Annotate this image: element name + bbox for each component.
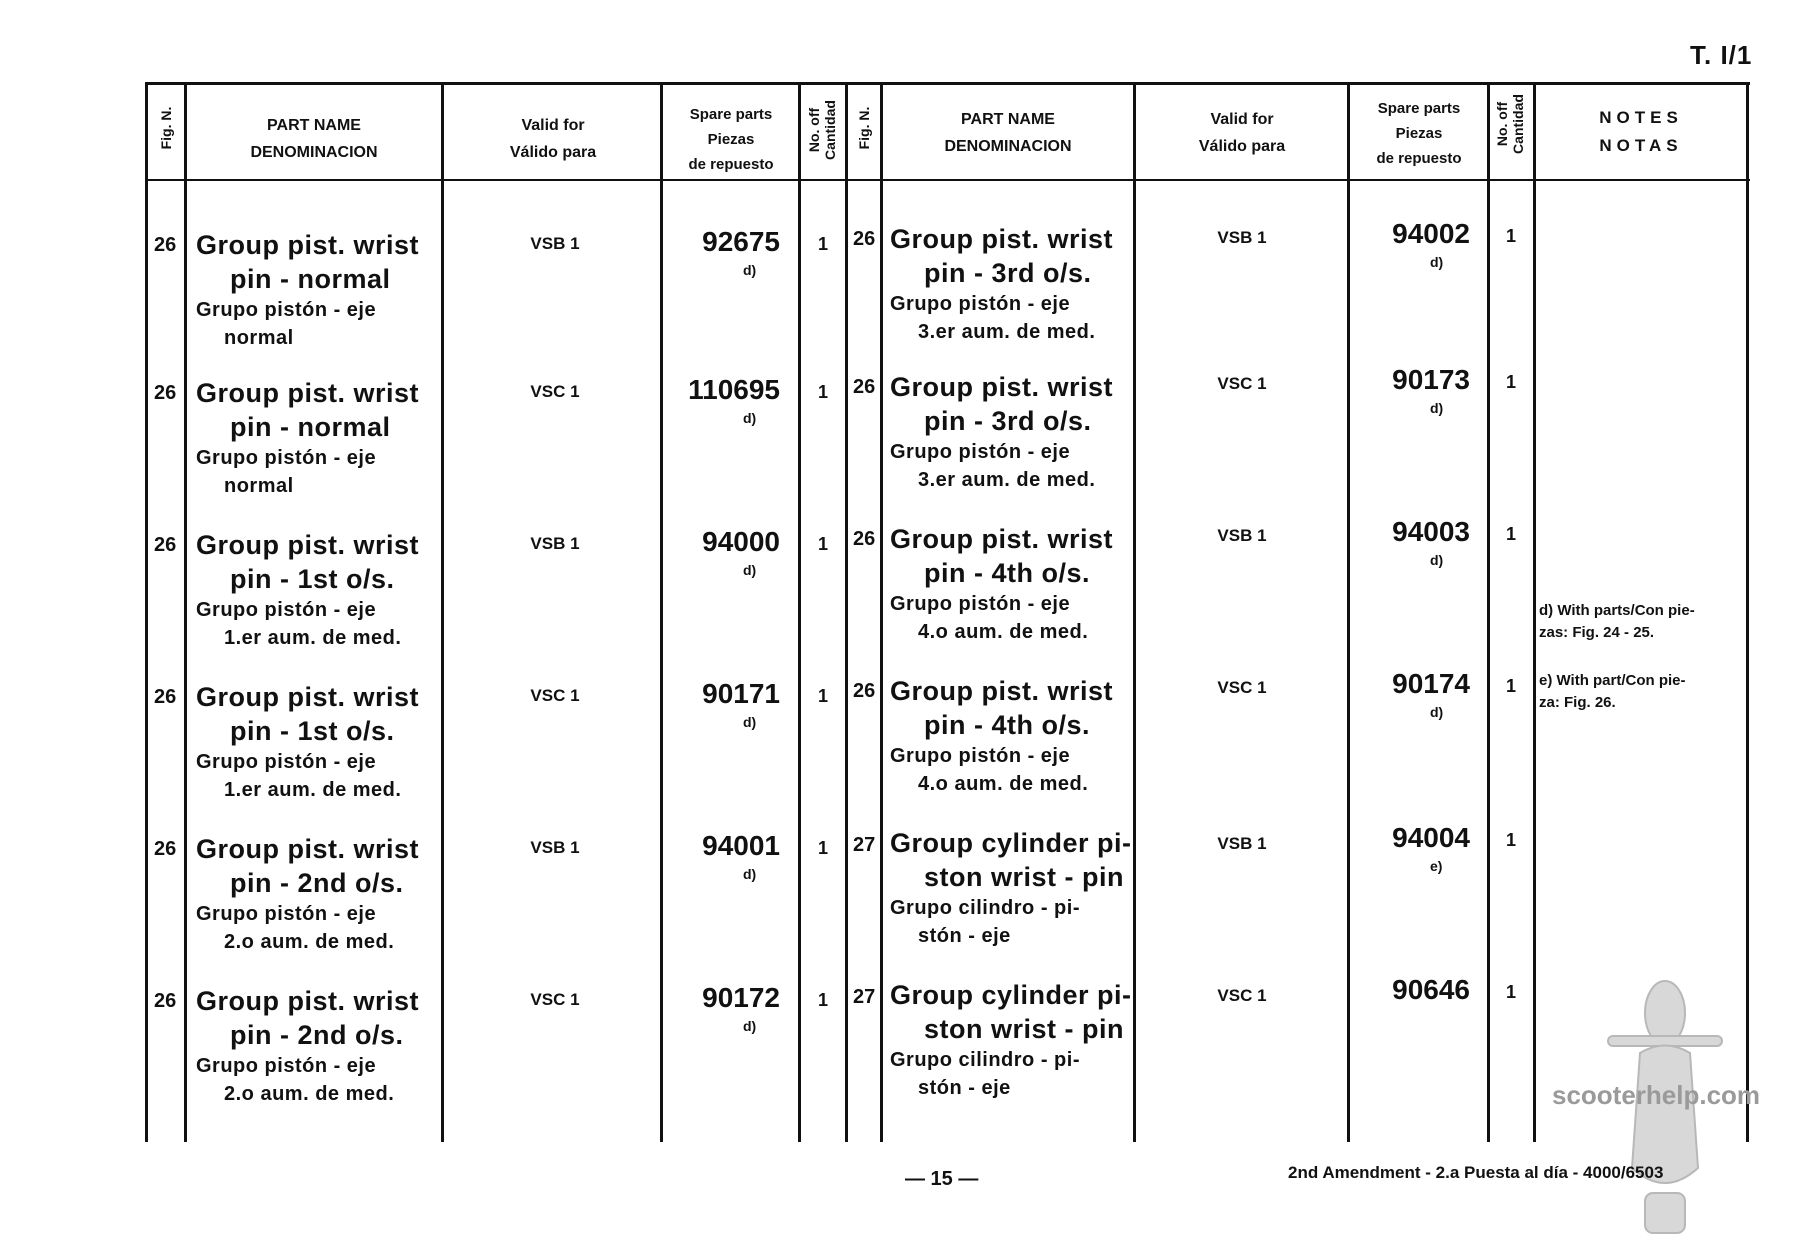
part-name-en-line2: pin - 4th o/s. (924, 710, 1090, 740)
fig-number: 26 (154, 382, 177, 404)
part-number: 90173 (1392, 364, 1470, 395)
part-name-es (890, 1046, 1080, 1102)
part-name-en-line1: Group pist. wrist (196, 986, 420, 1016)
part-name-en-line2: pin - normal (230, 412, 391, 442)
header-valid-en: Valid for (521, 117, 585, 134)
part-name-es (196, 444, 376, 500)
valid-for: VSC 1 (1217, 678, 1267, 697)
note-ref: d) (1430, 400, 1444, 416)
valid-for: VSC 1 (1217, 986, 1267, 1005)
fig-number: 27 (853, 834, 876, 856)
header-qty-2: Cantidad (1510, 94, 1526, 154)
part-name-es-line1: Grupo pistón - eje (196, 299, 377, 321)
header-part-name-en: PART NAME (961, 111, 1055, 128)
fig-number: 26 (154, 686, 177, 708)
header-notes-es: NOTAS (1599, 136, 1683, 155)
part-name-es (890, 590, 1088, 646)
header-qty-1: No. off (806, 107, 822, 153)
header-spare-2: Piezas (707, 131, 755, 148)
part-name-es-line1: Grupo cilindro - pi- (890, 1049, 1080, 1071)
part-name-en-line2: pin - 3rd o/s. (924, 258, 1092, 288)
quantity: 1 (818, 990, 829, 1010)
note-ref: e) (1430, 858, 1443, 874)
header-spare-1: Spare parts (1377, 100, 1461, 117)
valid-for: VSB 1 (530, 534, 580, 553)
part-name-en-line2: pin - 3rd o/s. (924, 406, 1092, 436)
note-d (1539, 600, 1749, 644)
col-line (845, 82, 848, 1142)
part-name-es-line1: Grupo cilindro - pi- (890, 897, 1080, 919)
part-name-en-line1: Group pist. wrist (196, 378, 420, 408)
header-spare-3: de repuesto (1376, 150, 1462, 167)
header-valid-es: Válido para (509, 144, 597, 161)
header-valid-right (1138, 106, 1346, 160)
part-number: 94002 (1392, 218, 1470, 249)
note-ref: d) (743, 866, 757, 882)
page-number: — 15 — (905, 1168, 979, 1190)
valid-for: VSC 1 (1217, 374, 1267, 393)
watermark-text: scooterhelp.com (1552, 1080, 1761, 1110)
part-number: 94000 (702, 526, 780, 557)
part-name-en (890, 522, 1113, 590)
col-line (441, 82, 444, 1142)
header-qty-2: Cantidad (822, 100, 838, 160)
part-name-en (196, 680, 419, 748)
header-qty-1: No. off (1494, 101, 1510, 147)
fig-number: 26 (154, 234, 177, 256)
part-name-es-line2: stón - eje (918, 925, 1011, 947)
header-spare (664, 102, 798, 177)
note-ref: d) (743, 262, 757, 278)
part-name-es-line2: 1.er aum. de med. (224, 779, 402, 801)
part-name-en-line2: ston wrist - pin (924, 1014, 1124, 1044)
quantity: 1 (818, 686, 829, 706)
part-name-es-line1: Grupo pistón - eje (196, 1055, 377, 1077)
part-number: 90646 (1392, 974, 1470, 1005)
part-name-en (196, 528, 419, 596)
part-name-es (890, 438, 1095, 494)
note-ref: d) (743, 714, 757, 730)
part-name-en (196, 376, 419, 444)
header-notes (1538, 104, 1744, 160)
part-number: 92675 (702, 226, 780, 257)
fig-number: 26 (853, 376, 876, 398)
part-name-es-line1: Grupo pistón - eje (196, 447, 377, 469)
header-spare-3: de repuesto (688, 156, 774, 173)
part-name-en-line1: Group pist. wrist (196, 230, 420, 260)
part-name-en-line2: ston wrist - pin (924, 862, 1124, 892)
col-line (145, 82, 148, 1142)
col-line (184, 82, 187, 1142)
quantity: 1 (1506, 524, 1517, 544)
part-name-en-line2: pin - 4th o/s. (924, 558, 1090, 588)
part-name-es-line1: Grupo pistón - eje (196, 903, 377, 925)
note-ref: d) (1430, 254, 1444, 270)
part-name-es (196, 748, 401, 804)
header-spare-2: Piezas (1395, 125, 1443, 142)
sheet-label: T. I/1 (1690, 40, 1753, 70)
quantity: 1 (818, 534, 829, 554)
note-ref: d) (1430, 704, 1444, 720)
part-name-en-line2: pin - normal (230, 264, 391, 294)
note-ref: d) (743, 562, 757, 578)
part-name-es-line1: Grupo pistón - eje (890, 745, 1071, 767)
part-name-es-line2: 4.o aum. de med. (918, 773, 1089, 795)
part-name-es-line2: 2.o aum. de med. (224, 1083, 395, 1105)
part-name-es-line2: 1.er aum. de med. (224, 627, 402, 649)
quantity: 1 (1506, 830, 1517, 850)
valid-for: VSB 1 (530, 838, 580, 857)
part-name-es-line1: Grupo pistón - eje (196, 599, 377, 621)
note-d-line2: zas: Fig. 24 - 25. (1539, 624, 1655, 641)
part-name-en-line2: pin - 2nd o/s. (230, 1020, 404, 1050)
col-line (1133, 82, 1136, 1142)
header-valid-es: Válido para (1198, 138, 1286, 155)
header-part-name-right (886, 106, 1130, 160)
part-number: 94004 (1392, 822, 1470, 853)
part-name-es-line2: normal (224, 327, 294, 349)
part-name-es-line1: Grupo pistón - eje (196, 751, 377, 773)
amendment-note: 2nd Amendment - 2.a Puesta al día - 4000/6503 (1288, 1163, 1664, 1182)
note-e (1539, 670, 1749, 714)
valid-for: VSB 1 (1217, 834, 1267, 853)
col-line (1487, 82, 1490, 1142)
part-name-es (196, 1052, 394, 1108)
header-spare-right (1352, 96, 1486, 171)
part-name-en (196, 832, 419, 900)
fig-number: 26 (154, 990, 177, 1012)
valid-for: VSB 1 (1217, 228, 1267, 247)
part-name-en-line1: Group pist. wrist (890, 676, 1114, 706)
valid-for: VSB 1 (1217, 526, 1267, 545)
valid-for: VSC 1 (530, 990, 580, 1009)
header-fig-right: Fig. N. (856, 106, 872, 150)
quantity: 1 (1506, 226, 1517, 246)
part-name-en-line2: pin - 2nd o/s. (230, 868, 404, 898)
header-notes-en: NOTES (1599, 108, 1683, 127)
note-d-line1: d) With parts/Con pie- (1539, 602, 1695, 619)
header-fig: Fig. N. (158, 106, 174, 150)
part-name-es (196, 900, 394, 956)
header-part-name-es: DENOMINACION (944, 138, 1072, 155)
part-name-en-line1: Group cylinder pi- (890, 980, 1132, 1010)
part-name-es (196, 296, 376, 352)
part-name-en-line2: pin - 1st o/s. (230, 716, 395, 746)
header-valid-en: Valid for (1210, 111, 1274, 128)
part-name-es (196, 596, 401, 652)
valid-for: VSC 1 (530, 686, 580, 705)
part-name-es-line2: 2.o aum. de med. (224, 931, 395, 953)
quantity: 1 (1506, 676, 1517, 696)
part-name-es-line1: Grupo pistón - eje (890, 293, 1071, 315)
note-ref: d) (743, 410, 757, 426)
note-ref: d) (1430, 552, 1444, 568)
header-bottom-rule (145, 179, 1750, 181)
header-part-name (190, 112, 438, 166)
fig-number: 26 (154, 838, 177, 860)
fig-number: 27 (853, 986, 876, 1008)
note-e-line1: e) With part/Con pie- (1539, 672, 1686, 689)
part-name-es-line2: normal (224, 475, 294, 497)
part-name-en-line1: Group pist. wrist (196, 834, 420, 864)
valid-for: VSB 1 (530, 234, 580, 253)
fig-number: 26 (853, 680, 876, 702)
note-e-line2: za: Fig. 26. (1539, 694, 1616, 711)
part-name-en-line1: Group pist. wrist (196, 682, 420, 712)
part-number: 90174 (1392, 668, 1470, 699)
part-name-en (890, 674, 1113, 742)
part-name-es-line2: 4.o aum. de med. (918, 621, 1089, 643)
col-line (880, 82, 883, 1142)
part-name-es (890, 290, 1095, 346)
quantity: 1 (1506, 982, 1517, 1002)
part-name-es-line2: 3.er aum. de med. (918, 469, 1096, 491)
part-name-en-line2: pin - 1st o/s. (230, 564, 395, 594)
part-name-en-line1: Group pist. wrist (890, 524, 1114, 554)
fig-number: 26 (853, 528, 876, 550)
fig-number: 26 (853, 228, 876, 250)
part-name-en (890, 370, 1113, 438)
part-name-es (890, 742, 1088, 798)
header-part-name-es: DENOMINACION (250, 144, 378, 161)
part-number: 90171 (702, 678, 780, 709)
part-name-en (196, 228, 419, 296)
part-name-en (890, 978, 1132, 1046)
header-qty (806, 90, 838, 170)
part-name-en-line1: Group pist. wrist (890, 372, 1114, 402)
part-name-es-line1: Grupo pistón - eje (890, 593, 1071, 615)
part-number: 94001 (702, 830, 780, 861)
part-name-en (196, 984, 419, 1052)
header-valid (448, 112, 658, 166)
col-line (798, 82, 801, 1142)
quantity: 1 (818, 234, 829, 254)
part-name-en (890, 222, 1113, 290)
fig-number: 26 (154, 534, 177, 556)
part-name-en-line1: Group pist. wrist (196, 530, 420, 560)
quantity: 1 (818, 382, 829, 402)
part-name-es (890, 894, 1080, 950)
note-ref: d) (743, 1018, 757, 1034)
part-name-en-line1: Group pist. wrist (890, 224, 1114, 254)
part-name-es-line2: stón - eje (918, 1077, 1011, 1099)
part-number: 90172 (702, 982, 780, 1013)
valid-for: VSC 1 (530, 382, 580, 401)
part-name-es-line2: 3.er aum. de med. (918, 321, 1096, 343)
header-qty-right (1494, 84, 1526, 164)
part-number: 110695 (688, 374, 780, 405)
part-name-en-line1: Group cylinder pi- (890, 828, 1132, 858)
quantity: 1 (818, 838, 829, 858)
part-name-en (890, 826, 1132, 894)
part-name-es-line1: Grupo pistón - eje (890, 441, 1071, 463)
part-number: 94003 (1392, 516, 1470, 547)
header-spare-1: Spare parts (689, 106, 773, 123)
header-part-name-en: PART NAME (267, 117, 361, 134)
quantity: 1 (1506, 372, 1517, 392)
col-line (1533, 82, 1536, 1142)
